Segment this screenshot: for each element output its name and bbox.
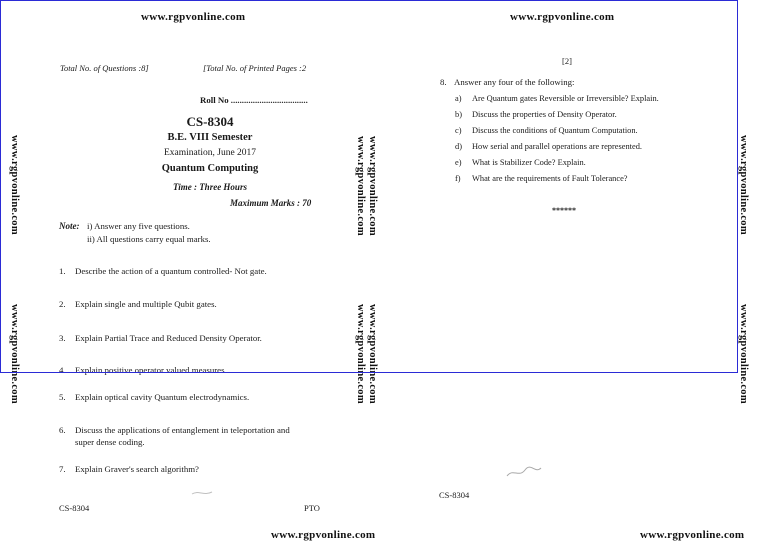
course-code: CS-8304	[186, 114, 234, 129]
subquestion-a	[455, 94, 659, 103]
watermark-vertical-mid-1b: www.rgpvonline.com	[367, 136, 378, 236]
footer-course-code-right: CS-8304	[439, 490, 470, 500]
note-line-1: i) Answer any five questions.	[87, 221, 190, 231]
question-8	[440, 77, 574, 87]
total-pages: [Total No. of Printed Pages :2	[203, 63, 307, 73]
footer-pto: PTO	[304, 503, 320, 513]
subquestion-letter: d)	[455, 142, 462, 151]
watermark-top-right: www.rgpvonline.com	[510, 11, 615, 23]
question-number: 2.	[59, 299, 66, 309]
footer-course-code-left: CS-8304	[59, 503, 90, 513]
subquestion-letter: e)	[455, 158, 462, 167]
watermark-bottom-right: www.rgpvonline.com	[640, 529, 745, 541]
question-text: Describe the action of a quantum controlled- Not gate.	[75, 266, 267, 276]
question-4	[59, 365, 227, 375]
question-text: Discuss the applications of entanglement in teleportation and	[75, 425, 290, 435]
question-2	[59, 299, 217, 309]
question-1	[59, 266, 267, 276]
subquestion-d	[455, 142, 642, 151]
total-questions: Total No. of Questions :8]	[60, 63, 149, 73]
roll-no: Roll No ...................................	[200, 95, 308, 105]
end-marker: ******	[552, 206, 576, 215]
subquestion-text: What are the requirements of Fault Tolerance?	[472, 174, 628, 183]
note-line-2: ii) All questions carry equal marks.	[87, 234, 211, 244]
subquestion-e	[455, 158, 586, 167]
question-5	[59, 392, 249, 402]
question-number: 3.	[59, 333, 66, 343]
subject-title: Quantum Computing	[161, 163, 259, 174]
exam-session: Examination, June 2017	[163, 148, 257, 158]
watermark-bottom-center: www.rgpvonline.com	[271, 529, 376, 541]
question-number: 8.	[440, 77, 447, 87]
watermark-vertical-left-2: www.rgpvonline.com	[9, 304, 20, 404]
watermark-vertical-right-1: www.rgpvonline.com	[738, 135, 749, 235]
question-text: Explain positive operator valued measures.	[75, 365, 227, 375]
page-number: [2]	[562, 56, 572, 66]
subquestion-letter: a)	[455, 94, 462, 103]
watermark-vertical-mid-2a: www.rgpvonline.com	[355, 304, 366, 404]
watermark-vertical-mid-2b: www.rgpvonline.com	[367, 304, 378, 404]
question-3	[59, 333, 262, 343]
question-number: 5.	[59, 392, 66, 402]
subquestion-text: Discuss the properties of Density Operator.	[472, 110, 617, 119]
note-label: Note:	[59, 221, 80, 231]
watermark-vertical-mid-1a: www.rgpvonline.com	[355, 136, 366, 236]
scan-smudge	[505, 464, 545, 480]
question-6-continuation: super dense coding.	[75, 437, 145, 447]
question-number: 6.	[59, 425, 66, 435]
question-number: 4.	[59, 365, 66, 375]
max-marks: Maximum Marks : 70	[230, 198, 312, 208]
subquestion-c	[455, 126, 638, 135]
subquestion-text: What is Stabilizer Code? Explain.	[472, 158, 586, 167]
question-6	[59, 425, 290, 435]
question-number: 1.	[59, 266, 66, 276]
time-allowed: Time : Three Hours	[173, 182, 247, 192]
subquestion-b	[455, 110, 617, 119]
question-7	[59, 464, 199, 474]
subquestion-text: Are Quantum gates Reversible or Irreversible? Explain.	[472, 94, 659, 103]
question-text: Explain single and multiple Qubit gates.	[75, 299, 217, 309]
semester: B.E. VIII Semester	[167, 132, 253, 143]
question-number: 7.	[59, 464, 66, 474]
subquestion-letter: b)	[455, 110, 462, 119]
subquestion-letter: c)	[455, 126, 462, 135]
subquestion-text: Discuss the conditions of Quantum Computation.	[472, 126, 638, 135]
watermark-vertical-right-2: www.rgpvonline.com	[738, 304, 749, 404]
question-text: Answer any four of the following:	[454, 77, 575, 87]
question-text: Explain Graver's search algorithm?	[75, 464, 199, 474]
question-text: Explain Partial Trace and Reduced Density Operator.	[75, 333, 262, 343]
subquestion-letter: f)	[455, 174, 461, 183]
subquestion-f	[455, 174, 628, 183]
subquestion-text: How serial and parallel operations are represented.	[472, 142, 642, 151]
watermark-top-left: www.rgpvonline.com	[141, 11, 246, 23]
question-text: Explain optical cavity Quantum electrodynamics.	[75, 392, 250, 402]
watermark-vertical-left-1: www.rgpvonline.com	[9, 135, 20, 235]
scan-smudge	[190, 488, 220, 498]
